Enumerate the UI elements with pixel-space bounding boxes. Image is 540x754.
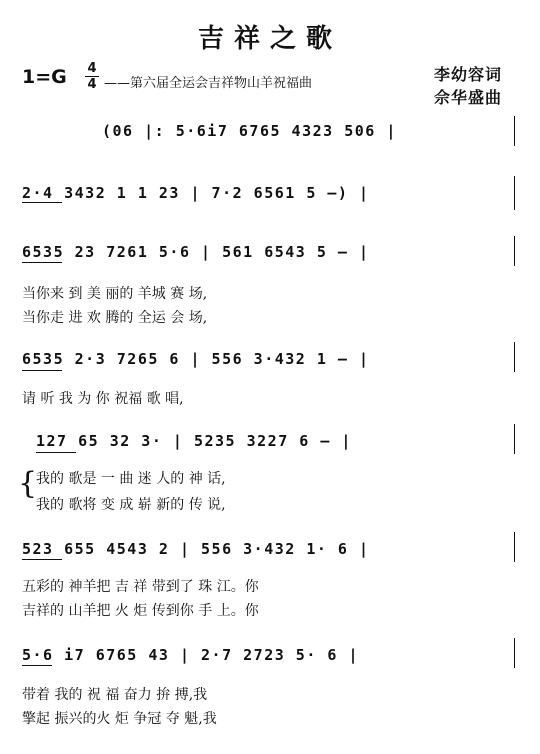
row-7-end-bar [514,638,515,668]
row-6-lyrics-verse-2: 吉祥的 山羊把 火 炬 传到你 手 上。你 [22,603,259,619]
song-subtitle: ——第六届全运会吉祥物山羊祝福曲 [104,76,313,91]
row-4-end-bar [514,342,515,372]
row-3-lyrics-verse-2: 当你走 进 欢 腾的 全运 会 场, [22,310,208,326]
beam [22,202,62,203]
score-row-1-notes: (06 |: 5·6i7 6765 4323 506 | [102,122,397,140]
row-2-end-bar [514,176,515,210]
score-row-7-notes: 5·6 i7 6765 43 | 2·7 2723 5· 6 | [22,646,359,664]
row-5-lyrics-verse-2: 我的 歌将 变 成 崭 新的 传 说, [36,497,226,513]
row-3-lyrics-verse-1: 当你来 到 美 丽的 羊城 赛 场, [22,286,208,302]
beam [22,262,62,263]
row-7-lyrics-verse-2: 擎起 振兴的火 炬 争冠 夺 魁,我 [22,711,217,727]
score-row-5-notes: 127 65 32 3· | 5235 3227 6 — | [36,432,352,450]
score-row-2-notes: 2·4 3432 1 1 23 | 7·2 6561 5 —) | [22,184,370,202]
row-7-lyrics-verse-1: 带着 我的 祝 福 奋力 拚 搏,我 [22,687,208,703]
row-3-end-bar [514,236,515,266]
beam [22,559,62,560]
beam [22,370,62,371]
row-6-end-bar [514,532,515,562]
time-denominator: 4 [87,77,97,92]
verse-brace: { [18,466,38,501]
lyricist-credit: 李幼容词 [434,65,503,84]
row-6-lyrics-verse-1: 五彩的 神羊把 吉 祥 带到了 珠 江。你 [22,579,259,595]
row-4-lyrics: 请 听 我 为 你 祝福 歌 唱, [22,391,184,407]
beam [36,452,76,453]
row-5-end-bar [514,424,515,454]
score-row-6-notes: 523 655 4543 2 | 556 3·432 1· 6 | [22,540,370,558]
beam [22,665,52,666]
composer-credit: 佘华盛曲 [434,88,503,107]
key-signature: 1=G [22,66,67,88]
row-5-lyrics-verse-1: 我的 歌是 一 曲 迷 人的 神 话, [36,471,226,487]
score-row-3-notes: 6535 23 7261 5·6 | 561 6543 5 — | [22,243,370,261]
song-title: 吉祥之歌 [197,24,342,54]
score-row-4-notes: 6535 2·3 7265 6 | 556 3·432 1 — | [22,350,370,368]
time-signature [85,62,99,91]
row-1-end-bar [514,116,515,146]
time-numerator: 4 [87,61,97,76]
